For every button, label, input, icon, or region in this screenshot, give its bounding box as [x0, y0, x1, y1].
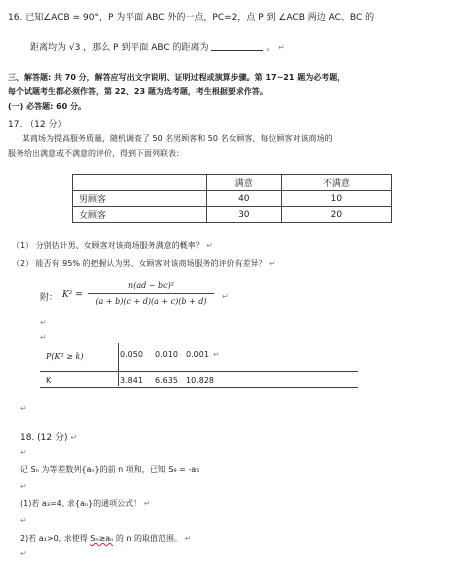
paragraph-mark: ↵	[40, 318, 47, 327]
q16-answer-blank	[211, 42, 263, 51]
paragraph-mark: ↵	[184, 534, 192, 543]
q18-header-text: 18. (12 分)	[20, 433, 68, 443]
section3-line2: 每个试题考生都必须作答，第 22、23 题为选考题，考生根据要求作答。	[8, 87, 268, 96]
paragraph-mark: ↵	[278, 43, 285, 52]
q16-line1	[8, 10, 374, 23]
table-header-empty	[73, 175, 207, 191]
q17-part2	[12, 258, 276, 269]
paragraph-mark: ↵	[20, 482, 27, 491]
table-cell: 20	[281, 207, 391, 223]
crit-row1-label: P(K² ≥ k)	[46, 352, 84, 361]
crit-value: 3.841	[120, 376, 143, 385]
paragraph-mark: ↵	[222, 292, 229, 301]
crit-value: 6.635	[155, 376, 178, 385]
table-cell: 30	[206, 207, 281, 223]
paragraph-mark: ↵	[40, 333, 47, 342]
q18-part2-text-end: 的 n 的取值范围。	[113, 534, 183, 543]
q16-text-2-end: 。	[266, 43, 276, 53]
crit-value: 0.010	[155, 350, 178, 359]
q17-part2-text: （2） 能否有 95% 的把握认为男、女顾客对该商场服务的评价有差异？	[12, 259, 267, 268]
table-header-unsatisfied: 不满意	[281, 175, 391, 191]
q18-spellcheck-underline: Sₙ≥aₙ	[90, 534, 114, 543]
contingency-table	[72, 174, 392, 223]
table-rule	[40, 371, 358, 372]
formula-denominator: (a + b)(c + d)(a + c)(b + d)	[95, 297, 207, 306]
q16-number: 16.	[8, 13, 23, 23]
table-cell: 10	[281, 191, 391, 207]
paragraph-mark: ↵	[20, 448, 27, 457]
q17-intro-2: 服务给出满意或不满意的评价，得到下面列联表：	[8, 149, 184, 158]
paragraph-mark: ↵	[20, 404, 27, 413]
paragraph-mark: ↵	[143, 499, 151, 508]
q18-line2	[20, 498, 150, 509]
q17-part1	[12, 240, 213, 251]
crit-value: 0.050	[120, 350, 143, 359]
table-cell: 男顾客	[73, 191, 207, 207]
paragraph-mark: ↵	[269, 259, 276, 268]
table-row	[73, 175, 392, 191]
paragraph-mark: ↵	[70, 433, 78, 442]
formula-lhs: K² =	[62, 290, 83, 300]
crit-value: 10.828	[186, 376, 214, 385]
paragraph-mark: ↵	[20, 549, 27, 558]
table-row	[73, 207, 392, 223]
q17-intro-1: 某商场为提高服务质量，随机调查了 50 名男顾客和 50 名女顾客，每位顾客对该商场的	[22, 134, 333, 143]
q18-line1: 记 Sₙ 为等差数列{aₙ}的前 n 项和，已知 S₉ = -a₅	[20, 465, 200, 474]
table-divider	[118, 343, 119, 386]
section3-subtitle: (一) 必答题: 60 分。	[8, 102, 86, 111]
crit-value: 0.001	[186, 350, 209, 359]
q18-part1-text: (1)若 a₃=4, 求{aₙ}的通项公式！	[20, 499, 142, 508]
paragraph-mark: ↵	[20, 516, 27, 525]
table-header-satisfied: 满意	[206, 175, 281, 191]
q16-text-2: 距离均为 √3 ，那么 P 到平面 ABC 的距离为	[30, 43, 209, 53]
paragraph-mark: ↵	[206, 241, 213, 250]
paragraph-mark: ↵	[213, 350, 220, 359]
q17-header: 17. （12 分）	[8, 120, 67, 130]
q16-line2	[30, 40, 285, 53]
crit-row2-label: K	[46, 376, 52, 385]
q18-part2-text: 2)若 a₁>0, 求使得	[20, 534, 91, 543]
table-cell: 女顾客	[73, 207, 207, 223]
section3-line1: 三、解答题: 共 70 分，解答应写出文字说明、证明过程或演算步骤。第 17~21 题为必考题，	[8, 73, 346, 82]
q18-line3	[20, 533, 191, 544]
fraction-bar	[88, 293, 214, 294]
q18-header	[20, 430, 77, 443]
formula-numerator: n(ad − bc)²	[128, 281, 174, 290]
table-rule	[40, 387, 358, 388]
table-cell: 40	[206, 191, 281, 207]
q17-part1-text: （1） 分别估计男、女顾客对该商场服务满意的概率？	[12, 241, 204, 250]
table-row	[73, 191, 392, 207]
q16-text-1: 已知∠ACB = 90°，P 为平面 ABC 外的一点，PC=2，点 P 到 ∠ACB 两边 AC、BC 的	[25, 13, 375, 23]
formula-lead: 附：	[40, 293, 59, 303]
